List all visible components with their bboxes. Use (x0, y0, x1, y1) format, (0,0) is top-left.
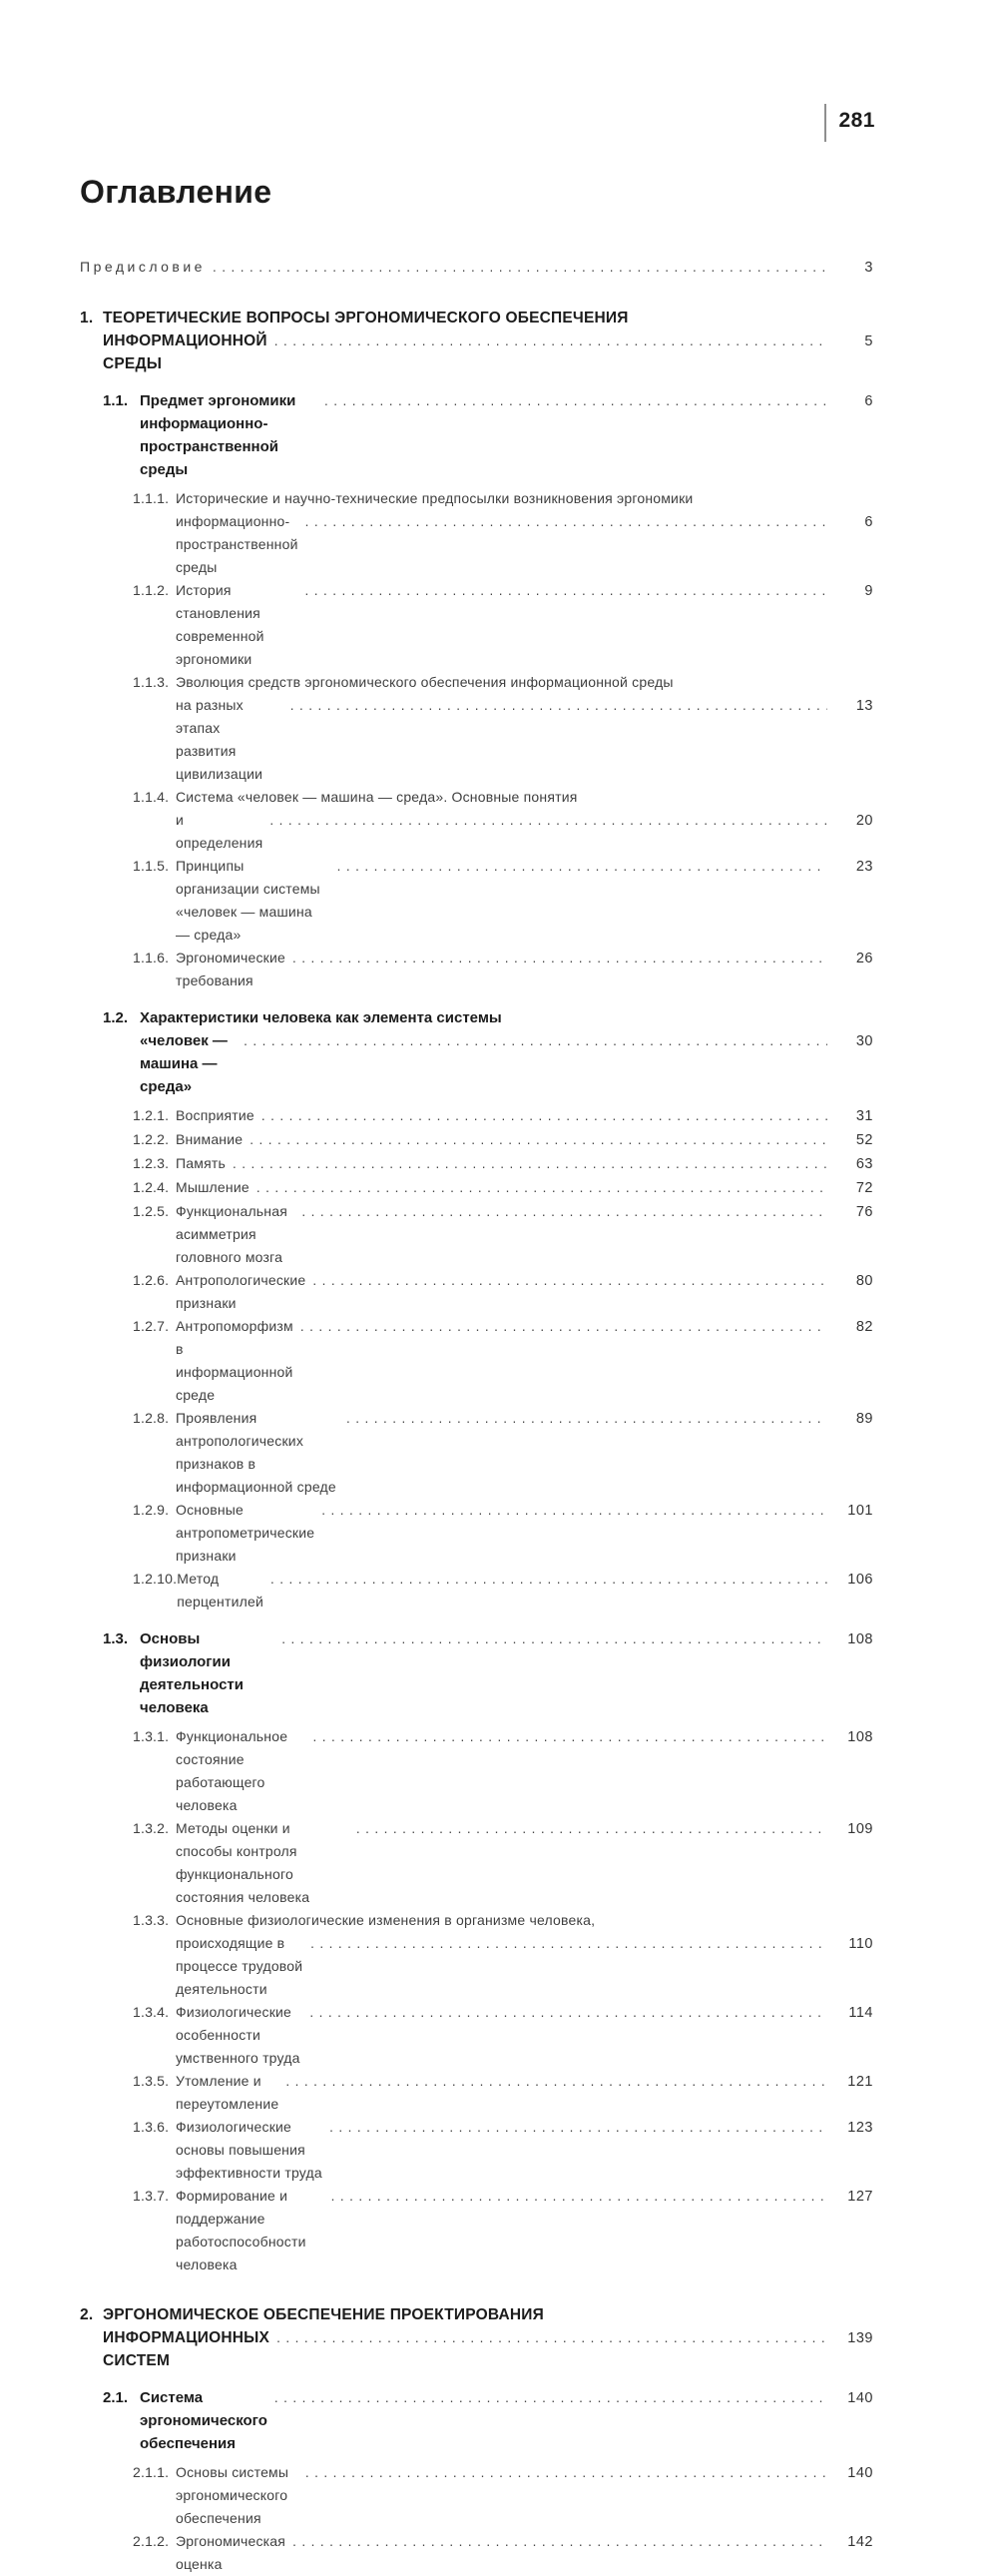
toc-entry-page: 108 (847, 1631, 873, 1647)
dot-leader (324, 389, 827, 412)
toc-entry-number: 1.1.6. (133, 950, 170, 966)
toc-entry-number: 1.2.5. (133, 1203, 170, 1219)
toc-entry-page: 82 (855, 1319, 873, 1335)
toc-entry-text: Эволюция средств эргономического обеспечения информационной среды (176, 674, 674, 690)
dot-leader (301, 1200, 827, 1223)
toc-entry-text: Формирование и поддержание работоспособности человека (176, 2188, 306, 2272)
toc-entry-text: Антропоморфизм в информационной среде (176, 1318, 293, 1403)
toc-entry-page: 52 (855, 1132, 873, 1148)
toc-entry (80, 1200, 873, 1269)
dot-leader (300, 1315, 827, 1338)
toc-entry-text: Основные физиологические изменения в организме человека, (176, 1912, 596, 1928)
dot-leader (276, 2326, 827, 2349)
dot-leader (310, 1932, 827, 1955)
dot-leader (290, 694, 827, 717)
dot-leader (269, 809, 827, 832)
toc-entry-number: 1.2. (103, 1009, 129, 1026)
toc-entry-number: 1.2.1. (133, 1107, 170, 1123)
toc-entry-text: Физиологические основы повышения эффективности труда (176, 2119, 322, 2181)
toc-entry (80, 855, 873, 947)
toc-entry-page: 20 (855, 813, 873, 829)
toc-entry-text: Основные антропометрические признаки (176, 1502, 315, 1564)
toc-entry (80, 1006, 873, 1098)
toc-entry-number: 1.2.4. (133, 1179, 170, 1195)
toc-entry-page: 9 (864, 583, 873, 599)
toc-entry-text: Предмет эргономики информационно-пространственной среды (140, 392, 296, 478)
toc-entry-page: 109 (847, 1821, 873, 1837)
toc-entry-number: 1.2.8. (133, 1410, 170, 1426)
toc-entry (80, 2185, 873, 2276)
toc-entry-number: 1.3.6. (133, 2119, 170, 2135)
toc-entry (80, 2386, 873, 2455)
toc-entry (80, 487, 873, 579)
toc-entry (80, 2303, 873, 2372)
toc-entry-page: 110 (848, 1936, 873, 1952)
toc-entry-text: Функциональная асимметрия головного мозга (176, 1203, 288, 1265)
toc-entry (80, 671, 873, 786)
toc-entry-number: 1.3.3. (133, 1912, 170, 1928)
toc-entry (80, 256, 873, 280)
toc-entry-page: 123 (847, 2120, 873, 2136)
toc-entry-page: 89 (855, 1411, 873, 1427)
toc-entry (80, 1909, 873, 2001)
toc-entry (80, 2070, 873, 2116)
dot-leader (213, 256, 827, 279)
dot-leader (305, 510, 827, 533)
toc-entry-text: Антропологические признаки (176, 1272, 306, 1311)
toc-entry-number: 1.2.7. (133, 1318, 170, 1334)
toc-entry (80, 1128, 873, 1152)
toc-entry-number: 1. (80, 310, 94, 326)
toc-entry-text: Характеристики человека как элемента системы (140, 1009, 502, 1026)
toc-entry-text: История становления современной эргономики (176, 582, 264, 667)
page-number-badge (824, 104, 875, 142)
toc-entry-page: 80 (855, 1273, 873, 1289)
toc-entry-text: ИНФОРМАЦИОННОЙ СРЕДЫ (103, 332, 267, 372)
toc-entry-number: 2. (80, 2306, 94, 2323)
toc-entry (80, 1407, 873, 1499)
toc-entry-number: 1.1.3. (133, 674, 170, 690)
toc-entry-page: 30 (855, 1033, 873, 1049)
toc-entry-number: 1.1. (103, 392, 129, 409)
dot-leader (331, 2185, 827, 2208)
page-number: 281 (838, 109, 875, 132)
dot-leader (281, 1627, 827, 1650)
toc-entry-text: ТЕОРЕТИЧЕСКИЕ ВОПРОСЫ ЭРГОНОМИЧЕСКОГО ОБЕСПЕЧЕНИЯ (103, 310, 629, 326)
toc-entry-page: 3 (864, 260, 873, 276)
toc-entry-page: 31 (855, 1108, 873, 1124)
toc-entry-number: 1.1.5. (133, 858, 170, 874)
toc-entry-text: ЭРГОНОМИЧЕСКОЕ ОБЕСПЕЧЕНИЕ ПРОЕКТИРОВАНИЯ (103, 2306, 544, 2323)
toc-entry-text: Эргономические требования (176, 950, 286, 988)
toc-entry-number: 1.2.9. (133, 1502, 170, 1518)
toc-entry-text: Память (176, 1155, 226, 1171)
toc-entry-number: 1.3.2. (133, 1820, 170, 1836)
dot-leader (285, 2070, 827, 2093)
toc-entry-text: ИНФОРМАЦИОННЫХ СИСТЕМ (103, 2329, 270, 2369)
dot-leader (312, 1269, 827, 1292)
toc-entry-page: 6 (864, 514, 873, 530)
toc-entry-page: 13 (855, 698, 873, 714)
toc-entry (80, 1152, 873, 1176)
toc-entry (80, 2461, 873, 2530)
toc-entry-text: Метод перцентилей (177, 1571, 263, 1610)
dot-leader (329, 2116, 827, 2139)
toc-entry-text: информационно-пространственной среды (176, 513, 298, 575)
toc-entry-number: 1.2.10. (133, 1571, 178, 1587)
toc-entry (80, 579, 873, 671)
toc-entry-text: «человек — машина — среда» (140, 1032, 228, 1095)
toc-entry-text: Предисловие (80, 259, 206, 275)
toc-entry-number: 1.3.5. (133, 2073, 170, 2089)
dot-leader (292, 947, 827, 969)
dot-leader (250, 1128, 827, 1151)
toc-entry (80, 1817, 873, 1909)
toc-entry-text: происходящие в процессе трудовой деятельности (176, 1935, 303, 1997)
toc-entry-text: Основы системы эргономического обеспечения (176, 2464, 289, 2526)
dot-leader (356, 1817, 827, 1840)
toc-entry-text: Физиологические особенности умственного труда (176, 2004, 300, 2066)
dot-leader (270, 1568, 827, 1591)
toc-entry-page: 76 (855, 1204, 873, 1220)
toc-entry (80, 2116, 873, 2185)
toc-entry (80, 2530, 873, 2576)
toc-entry-number: 1.2.6. (133, 1272, 170, 1288)
toc-entry-number: 1.1.2. (133, 582, 170, 598)
dot-leader (304, 579, 827, 602)
toc-entry (80, 389, 873, 481)
page-title: Оглавление (80, 174, 272, 211)
toc-entry (80, 2001, 873, 2070)
toc-entry-page: 23 (855, 859, 873, 875)
toc-entry-page: 121 (847, 2074, 873, 2090)
toc-entry-text: Система эргономического обеспечения (140, 2389, 267, 2452)
toc-entry-text: Эргономическая оценка (176, 2533, 286, 2572)
dot-leader (261, 1104, 827, 1127)
toc-entry (80, 1568, 873, 1613)
toc-entry-text: Утомление и переутомление (176, 2073, 279, 2112)
toc-entry-text: Внимание (176, 1131, 244, 1147)
toc-entry-number: 2.1.1. (133, 2464, 170, 2480)
toc-entry (80, 786, 873, 855)
dot-leader (292, 2530, 827, 2553)
table-of-contents (80, 256, 873, 2576)
toc-entry-text: Принципы организации системы «человек — машина — среда» (176, 858, 320, 943)
toc-entry (80, 1725, 873, 1817)
dot-leader (256, 1176, 827, 1199)
toc-entry-page: 108 (847, 1729, 873, 1745)
toc-entry-page: 6 (864, 393, 873, 409)
toc-entry-page: 101 (847, 1503, 873, 1519)
toc-entry (80, 1176, 873, 1200)
toc-entry-number: 2.1.2. (133, 2533, 170, 2549)
toc-entry (80, 307, 873, 375)
toc-entry-number: 1.1.1. (133, 490, 170, 506)
dot-leader (313, 1725, 827, 1748)
toc-entry-text: Мышление (176, 1179, 250, 1195)
toc-entry-page: 63 (855, 1156, 873, 1172)
toc-entry (80, 1315, 873, 1407)
dot-leader (309, 2001, 827, 2024)
toc-entry-page: 142 (847, 2534, 873, 2550)
dot-leader (321, 1499, 827, 1522)
dot-leader (233, 1152, 827, 1175)
toc-entry-page: 127 (847, 2189, 873, 2205)
toc-entry-text: Восприятие (176, 1107, 254, 1123)
toc-entry-text: и определения (176, 812, 263, 851)
toc-entry-page: 106 (847, 1572, 873, 1588)
toc-entry-number: 2.1. (103, 2389, 129, 2406)
toc-entry-page: 140 (847, 2390, 873, 2406)
toc-entry-number: 1.2.3. (133, 1155, 170, 1171)
toc-entry (80, 1104, 873, 1128)
dot-leader (305, 2461, 827, 2484)
dot-leader (274, 2386, 827, 2409)
toc-entry-page: 140 (847, 2465, 873, 2481)
dot-leader (244, 1029, 827, 1052)
toc-entry-text: Функциональное состояние работающего человека (176, 1728, 288, 1813)
dot-leader (337, 855, 827, 878)
toc-entry-number: 1.3.7. (133, 2188, 170, 2204)
toc-entry (80, 1269, 873, 1315)
toc-entry (80, 947, 873, 992)
toc-entry-page: 114 (848, 2005, 873, 2021)
toc-entry-number: 1.3.1. (133, 1728, 170, 1744)
toc-entry-number: 1.2.2. (133, 1131, 170, 1147)
dot-leader (346, 1407, 827, 1430)
dot-leader (274, 329, 827, 352)
toc-entry-number: 1.1.4. (133, 789, 170, 805)
toc-entry-text: Основы физиологии деятельности человека (140, 1630, 244, 1716)
toc-entry-text: Методы оценки и способы контроля функционального состояния человека (176, 1820, 310, 1905)
toc-entry-page: 26 (855, 951, 873, 966)
toc-entry-number: 1.3. (103, 1630, 129, 1647)
toc-entry-page: 139 (847, 2330, 873, 2346)
toc-entry-page: 72 (855, 1180, 873, 1196)
toc-entry (80, 1627, 873, 1719)
toc-entry-text: Система «человек — машина — среда». Основные понятия (176, 789, 578, 805)
toc-entry-text: Проявления антропологических признаков в информационной среде (176, 1410, 336, 1495)
toc-entry-number: 1.3.4. (133, 2004, 170, 2020)
toc-entry (80, 1499, 873, 1568)
toc-entry-text: на разных этапах развития цивилизации (176, 697, 263, 782)
toc-entry-page: 5 (864, 333, 873, 349)
toc-entry-text: Исторические и научно-технические предпосылки возникновения эргономики (176, 490, 694, 506)
